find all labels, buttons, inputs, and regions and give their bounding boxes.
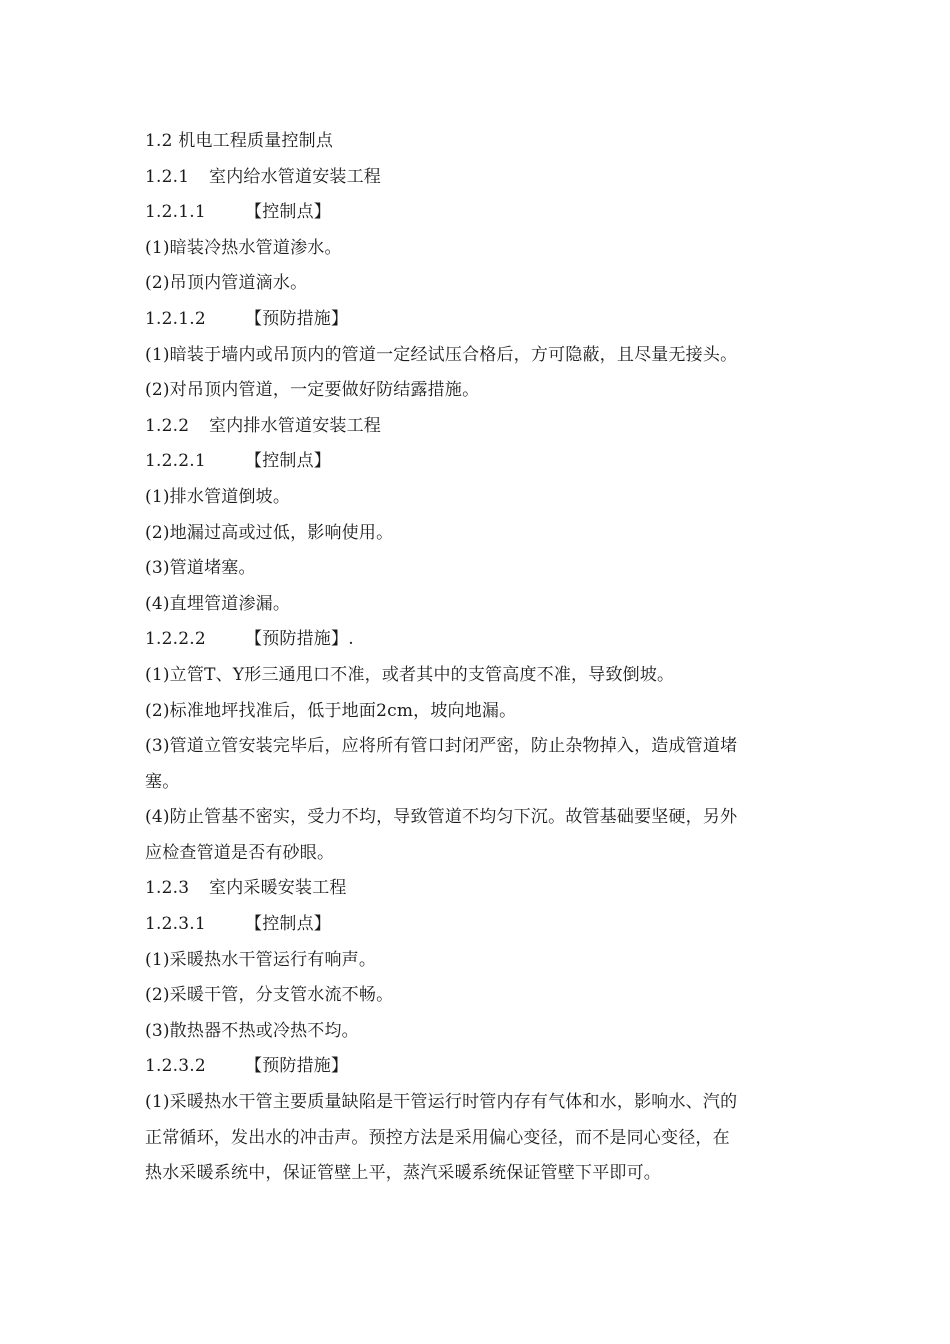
section-heading: 1.2 机电工程质量控制点 [145,131,334,151]
paragraph-line: 热水采暖系统中，保证管壁上平，蒸汽采暖系统保证管壁下平即可。 [145,1163,661,1184]
heading-number: 1.2.1.1 [145,202,206,223]
heading-number: 1.2.3 [145,878,190,899]
paragraph: (2)地漏过高或过低，影响使用。 [145,522,394,543]
paragraph: (2)标准地坪找准后，低于地面2cm，坡向地漏。 [145,700,517,721]
heading-number: 1.2.1.2 [145,308,206,329]
paragraph-line: (3)管道立管安装完毕后，应将所有管口封闭严密，防止杂物掉入，造成管道堵 [145,736,738,757]
subsection-heading [145,409,810,445]
paragraph-line: (4)防止管基不密实，受力不均，导致管道不均匀下沉。故管基础要坚硬，另外 [145,807,738,828]
heading-number: 1.2.3.1 [145,914,206,935]
paragraph: (3)散热器不热或冷热不均。 [145,1020,359,1041]
heading-title: 【预防措施】 [245,1056,349,1077]
heading-number: 1.2.2.2 [145,629,206,650]
heading-title: 【预防措施】 [245,308,349,329]
subsubsection-heading [145,907,810,943]
heading-title: 【控制点】 [245,914,331,935]
paragraph: (1)暗装冷热水管道渗水。 [145,237,342,258]
paragraph-line: (1)采暖热水干管主要质量缺陷是干管运行时管内存有气体和水，影响水、汽的 [145,1092,738,1113]
paragraph: (1)暗装于墙内或吊顶内的管道一定经试压合格后，方可隐蔽，且尽量无接头。 [145,344,738,365]
paragraph: (1)采暖热水干管运行有响声。 [145,949,377,970]
paragraph: (1)排水管道倒坡。 [145,486,291,507]
heading-number: 1.2.3.2 [145,1056,206,1077]
subsubsection-heading [145,444,810,480]
paragraph-line: 正常循环，发出水的冲击声。预控方法是采用偏心变径，而不是同心变径，在 [145,1127,730,1148]
heading-title: 【预防措施】. [245,629,354,650]
paragraph: (2)对吊顶内管道，一定要做好防结露措施。 [145,380,480,401]
heading-number: 1.2.2.1 [145,451,206,472]
paragraph: (2)吊顶内管道滴水。 [145,273,308,294]
subsection-heading [145,160,810,196]
heading-title: 室内采暖安装工程 [209,878,347,899]
heading-title: 室内排水管道安装工程 [209,415,381,436]
paragraph-line: 塞。 [145,771,180,792]
subsection-heading [145,871,810,907]
subsubsection-heading [145,622,810,658]
paragraph: (4)直埋管道渗漏。 [145,593,291,614]
subsubsection-heading [145,302,810,338]
document-page [145,124,810,1192]
paragraph: (2)采暖干管，分支管水流不畅。 [145,985,394,1006]
heading-number: 1.2.2 [145,415,190,436]
paragraph-line: 应检查管道是否有砂眼。 [145,842,335,863]
heading-title: 室内给水管道安装工程 [209,166,381,187]
subsubsection-heading [145,195,810,231]
subsubsection-heading [145,1049,810,1085]
heading-number: 1.2.1 [145,166,190,187]
paragraph: (1)立管T、Y形三通甩口不准，或者其中的支管高度不准，导致倒坡。 [145,664,675,685]
heading-title: 【控制点】 [245,451,331,472]
heading-title: 【控制点】 [245,202,331,223]
paragraph: (3)管道堵塞。 [145,558,256,579]
